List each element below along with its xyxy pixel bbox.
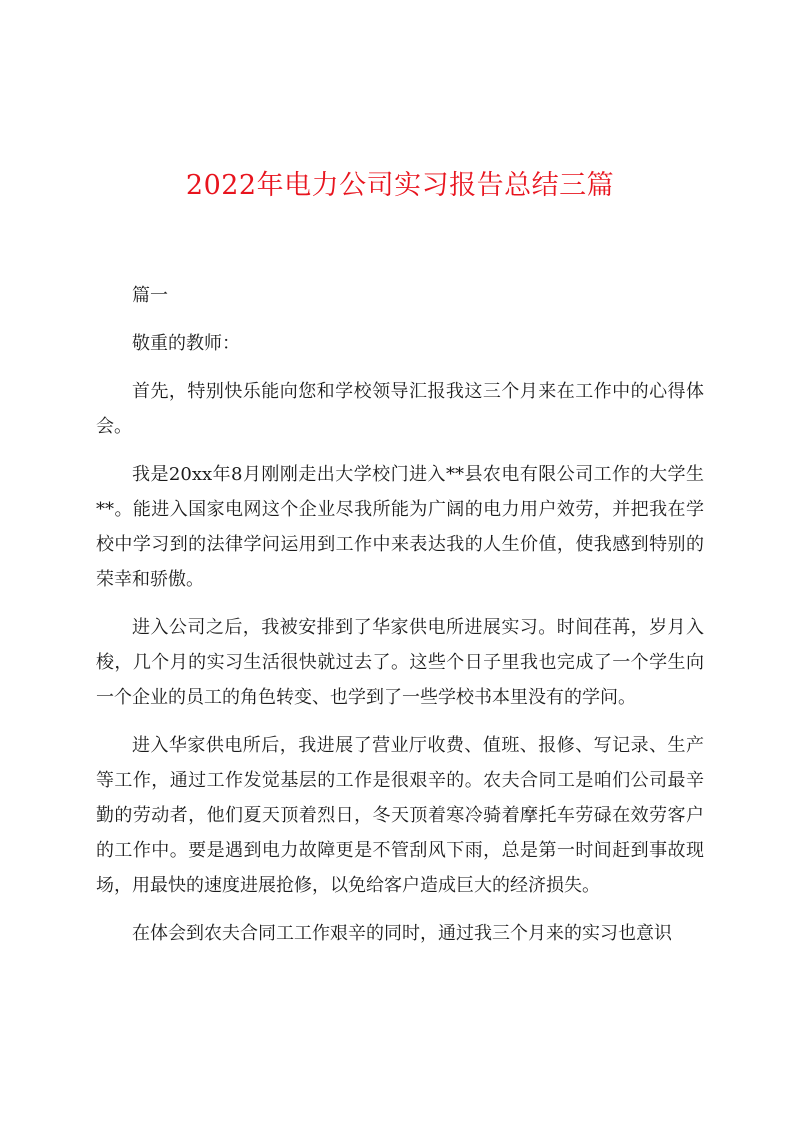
- document-body: [96, 278, 704, 964]
- paragraph: 我是20xx年8月刚刚走出大学校门进入**县农电有限公司工作的大学生**。能进入国家电网这个企业尽我所能为广阔的电力用户效劳，并把我在学校中学习到的法律学问运用到工作中来表达我的人生价值，使我感到特别的荣幸和骄傲。: [96, 464, 704, 590]
- paragraph: 进入华家供电所后，我进展了营业厅收费、值班、报修、写记录、生产等工作，通过工作发觉基层的工作是很艰辛的。农夫合同工是咱们公司最辛勤的劳动者，他们夏天顶着烈日，冬天顶着寒冷骑着摩托车劳碌在效劳客户的工作中。要是遇到电力故障更是不管刮风下雨，总是第一时间赶到事故现场，用最快的速度进展抢修，以免给客户造成巨大的经济损失。: [96, 735, 704, 896]
- paragraph: 进入公司之后，我被安排到了华家供电所进展实习。时间荏苒，岁月入梭，几个月的实习生活很快就过去了。这些个日子里我也完成了一个学生向一个企业的员工的角色转变、也学到了一些学校书本里没有的学问。: [96, 617, 704, 708]
- paragraph: 在体会到农夫合同工工作艰辛的同时，通过我三个月来的实习也意识: [132, 923, 672, 944]
- document-title: 2022年电力公司实习报告总结三篇: [185, 170, 615, 201]
- salutation: 敬重的教师：: [132, 333, 240, 354]
- paragraph: 首先，特别快乐能向您和学校领导汇报我这三个月来在工作中的心得体会。: [96, 381, 704, 437]
- section-label: 篇一: [132, 285, 168, 306]
